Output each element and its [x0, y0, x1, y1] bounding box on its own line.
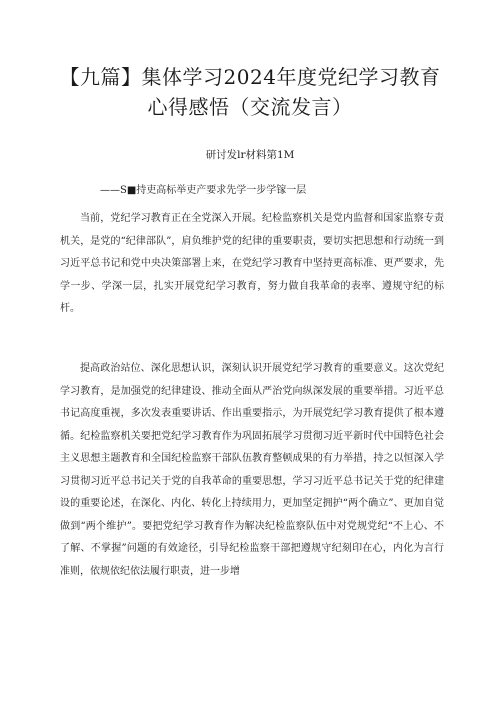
- document-subtitle: 研讨发lr材料第1M: [205, 149, 295, 161]
- document-tagline: ——S■持吏高标举吏产要求先学一步学镓一层: [100, 185, 307, 196]
- document-title-line2: 心得感悟（交流发言）: [147, 95, 353, 119]
- body-paragraph-2: 提高政治站位、深化思想认识，深刻认识开展党纪学习教育的重要意义。这次党纪学习教育，是加强党的纪律建设、推动全面从严治党向纵深发展的重要举措。习近平总书记高度重视，多次发表重要讲话、作出重要指示，为开展党纪学习教育提供了根本遵循。纪检监察机关要把党纪学习教育作为巩固拓展学习贯彻习近平新时代中国特色社会主义思想主题教育和全国纪检监察干部队伍教育整顿成果的有力举措，持之以恒深入学习贯彻习近平总书记关于党的自我革命的重要思想，学习习近平总书记关于党的纪律建设的重要论述，在深化、内化、转化上持续用力，更加坚定拥护“两个确立”、更加自觉做到“两个维护”。要把党纪学习教育作为解决纪检监察队伍中对党规党纪“不上心、不了解、不掌握”问题的有效途径，引导纪检监察干部把遵规守纪刻印在心，内化为言行准则，依规依纪依法履行职责，进一步增: [60, 363, 444, 577]
- document-title-line1: 【九篇】集体学习2024年度党纪学习教育: [59, 65, 441, 89]
- body-paragraph-1: 当前，党纪学习教育正在全党深入开展。纪检监察机关是党内监督和国家监察专责机关，是党的“纪律部队”，肩负维护党的纪律的重要职责，要切实把思想和行动统一到习近平总书记和党中央决策部署上来，在党纪学习教育中坚持更高标准、更严要求，先学一步、学深一层，扎实开展党纪学习教育，努力做自我革命的表率、遵规守纪的标杆。: [60, 213, 444, 314]
